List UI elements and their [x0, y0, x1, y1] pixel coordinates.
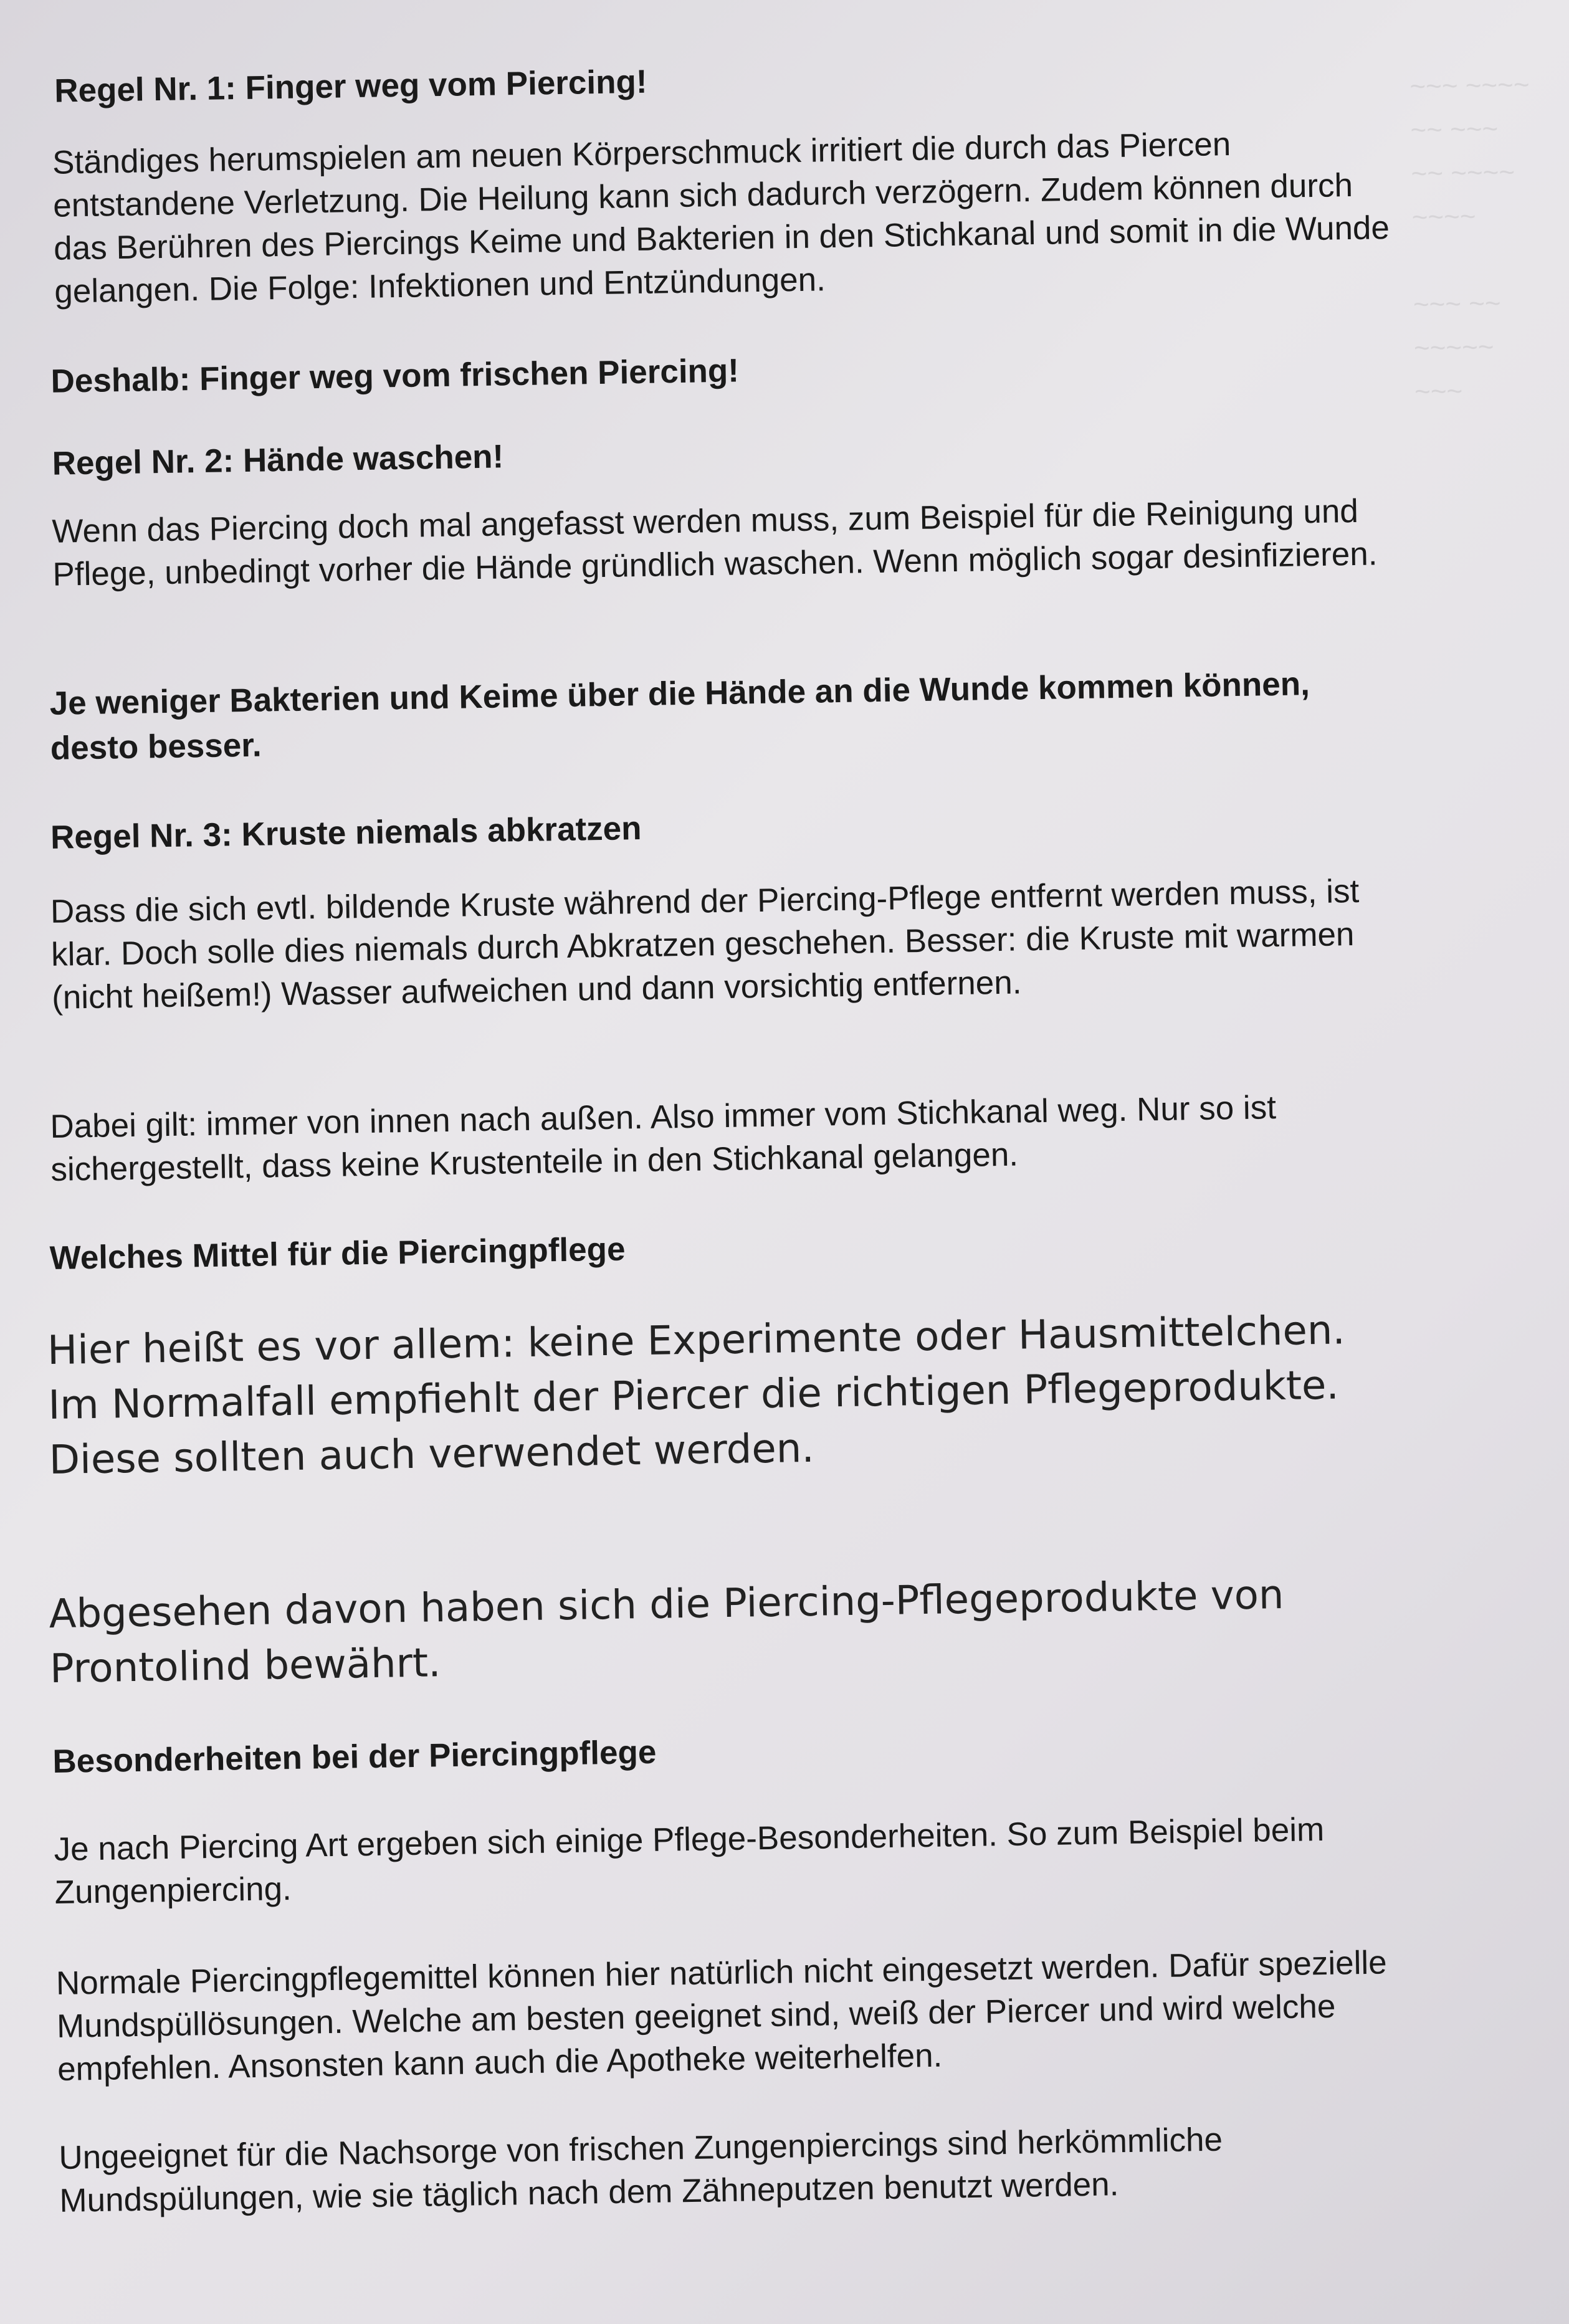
rule3-text-1: Dass die sich evtl. bildende Kruste während der Piercing-Pflege entfernt werden muss, ist klar. Doch solle dies niemals durch Abkratzen geschehen. Besser: die Kruste mit warmen (nicht heißem!) Wasser aufweichen und dann vorsichtig entfernen.: [50, 872, 1360, 1016]
mittel-text-1: Hier heißt es vor allem: keine Experimente oder Hausmittelchen. Im Normalfall empfiehlt der Piercer die richtigen Pflegeprodukte. Diese sollten auch verwendet werden.: [47, 1307, 1346, 1484]
rule1-conclusion: Deshalb: Finger weg vom frischen Piercing!: [50, 352, 740, 400]
rule1-heading: Regel Nr. 1: Finger weg vom Piercing!: [54, 63, 647, 110]
mittel-heading: Welches Mittel für die Piercingpflege: [49, 1231, 626, 1277]
besonderheiten-heading: Besonderheiten bei der Piercingpflege: [52, 1733, 657, 1781]
rule1-text: Ständiges herumspielen am neuen Körperschmuck irritiert die durch das Piercen entstandene Verletzung. Die Heilung kann sich dadurch verzögern. Zudem können durch das Berühren des Piercings Keime und Bakterien in den Stichkanal und somit in die Wunde gelangen. Die Folge: Infektionen und Entzündungen.: [52, 126, 1390, 310]
rule3-heading: Regel Nr. 3: Kruste niemals abkratzen: [50, 809, 642, 856]
rule2-text: Wenn das Piercing doch mal angefasst werden muss, zum Beispiel für die Reinigung und Pflege, unbedingt vorher die Hände gründlich waschen. Wenn möglich sogar desinfizieren.: [51, 492, 1378, 593]
besonderheiten-text-2: Normale Piercingpflegemittel können hier natürlich nicht eingesetzt werden. Dafür spezielle Mundspüllösungen. Welche am besten geeignet sind, weiß der Piercer und wird welche empfehlen. Ansonsten kann auch die Apotheke weiterhelfen.: [55, 1944, 1388, 2088]
rule3-text-2: Dabei gilt: immer von innen nach außen. Also immer vom Stichkanal weg. Nur so ist sichergestellt, dass keine Krustenteile in den Stichkanal gelangen.: [49, 1089, 1277, 1188]
rule2-conclusion: Je weniger Bakterien und Keime über die Hände an die Wunde kommen können, desto besser.: [49, 665, 1310, 767]
bleed-through-text: ~~~ ~~~~ ~~ ~~~ ~~ ~~~~ ~~~~ ~~~ ~~ ~~~~~ ~~~: [1409, 69, 1530, 407]
besonderheiten-text-1: Je nach Piercing Art ergeben sich einige Pflege-Besonderheiten. So zum Beispiel beim Zungenpiercing.: [54, 1811, 1325, 1911]
rule2-heading: Regel Nr. 2: Hände waschen!: [52, 438, 504, 482]
besonderheiten-text-3: Ungeeignet für die Nachsorge von frischen Zungenpiercings sind herkömmliche Mundspülungen, wie sie täglich nach dem Zähneputzen benutzt werden.: [58, 2121, 1223, 2219]
mittel-text-2: Abgesehen davon haben sich die Piercing-Pflegeprodukte von Prontolind bewährt.: [49, 1571, 1284, 1693]
